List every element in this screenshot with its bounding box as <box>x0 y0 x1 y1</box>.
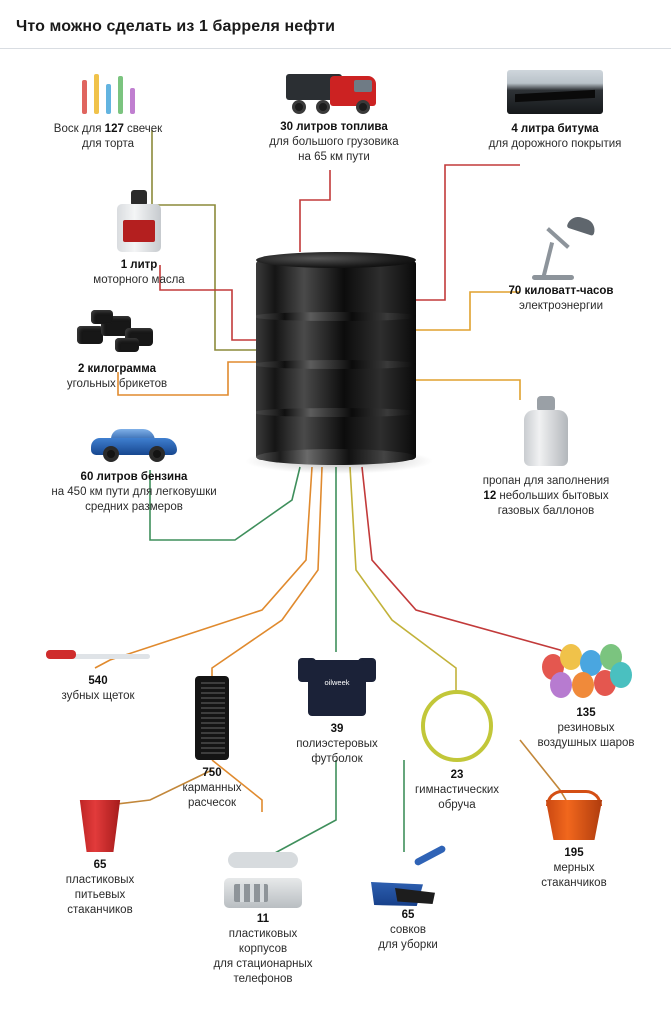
caption-combs: 750 карманных расчесок <box>182 767 242 809</box>
caption-candles: Воск для 127 свечек для торта <box>53 123 163 150</box>
node-measuring-cups <box>504 790 644 891</box>
node-hoops <box>404 690 510 813</box>
node-dustpans <box>352 848 464 953</box>
toothbrush-icon <box>46 646 150 668</box>
caption-cups: 65 пластиковых питьевых стаканчиков <box>65 859 135 916</box>
oil-bottle-icon <box>117 190 161 252</box>
telephone-icon <box>224 852 302 908</box>
node-candles <box>18 72 198 152</box>
candles-icon <box>78 72 138 114</box>
caption-measuring-cups: 195 мерных стаканчиков <box>541 847 607 889</box>
caption-tshirts: 39 полиэстеровых футболок <box>296 723 378 765</box>
node-motor-oil <box>44 190 234 288</box>
caption-truck: 30 литров топлива для большого грузовика на 65 км пути <box>269 121 399 163</box>
page-title: Что можно сделать из 1 барреля нефти <box>16 18 336 35</box>
caption-balloons: 135 резиновых воздушных шаров <box>537 707 635 749</box>
measuring-cup-icon <box>542 790 606 840</box>
node-gasoline <box>18 424 250 515</box>
dustpan-icon <box>367 848 449 906</box>
hula-hoop-icon <box>421 690 493 762</box>
coal-briquettes-icon <box>71 308 163 356</box>
node-tshirts <box>282 652 392 767</box>
node-coal <box>22 308 212 392</box>
caption-motor-oil: 1 литр моторного масла <box>93 259 185 286</box>
caption-dustpans: 65 совков для уборки <box>378 909 438 951</box>
node-phones <box>198 852 328 987</box>
caption-hoops: 23 гимнастических обруча <box>414 769 500 811</box>
caption-phones: 11 пластиковых корпусов для стационарных телефонов <box>213 913 313 985</box>
caption-toothbrush: 540 зубных щеток <box>61 675 135 702</box>
caption-bitumen: 4 литра битума для дорожного покрытия <box>488 123 622 150</box>
node-combs <box>160 676 264 811</box>
tshirt-print: oilweek <box>324 678 350 687</box>
node-balloons <box>516 642 656 751</box>
node-bitumen <box>460 70 650 152</box>
node-propane <box>446 396 646 519</box>
balloons-icon <box>538 642 634 702</box>
node-toothbrush <box>28 646 168 704</box>
node-cups <box>32 800 168 918</box>
caption-electricity: 70 киловатт-часов электроэнергии <box>508 285 614 312</box>
tshirt-icon <box>298 652 376 718</box>
car-icon <box>91 424 177 462</box>
node-electricity <box>466 218 656 314</box>
comb-icon <box>195 676 229 760</box>
plastic-cup-icon <box>76 800 124 852</box>
node-truck <box>244 62 424 165</box>
caption-gasoline: 60 литров бензина на 450 км пути для легковушки средних размеров <box>51 471 217 513</box>
desk-lamp-icon <box>526 218 596 280</box>
truck-icon <box>286 62 382 114</box>
oil-barrel <box>256 252 416 467</box>
caption-propane: пропан для заполнения 12 небольших бытовых газовых баллонов <box>482 475 610 517</box>
gas-cylinder-icon <box>524 396 568 466</box>
caption-coal: 2 килограмма угольных брикетов <box>66 363 168 390</box>
road-paving-icon <box>507 70 603 114</box>
